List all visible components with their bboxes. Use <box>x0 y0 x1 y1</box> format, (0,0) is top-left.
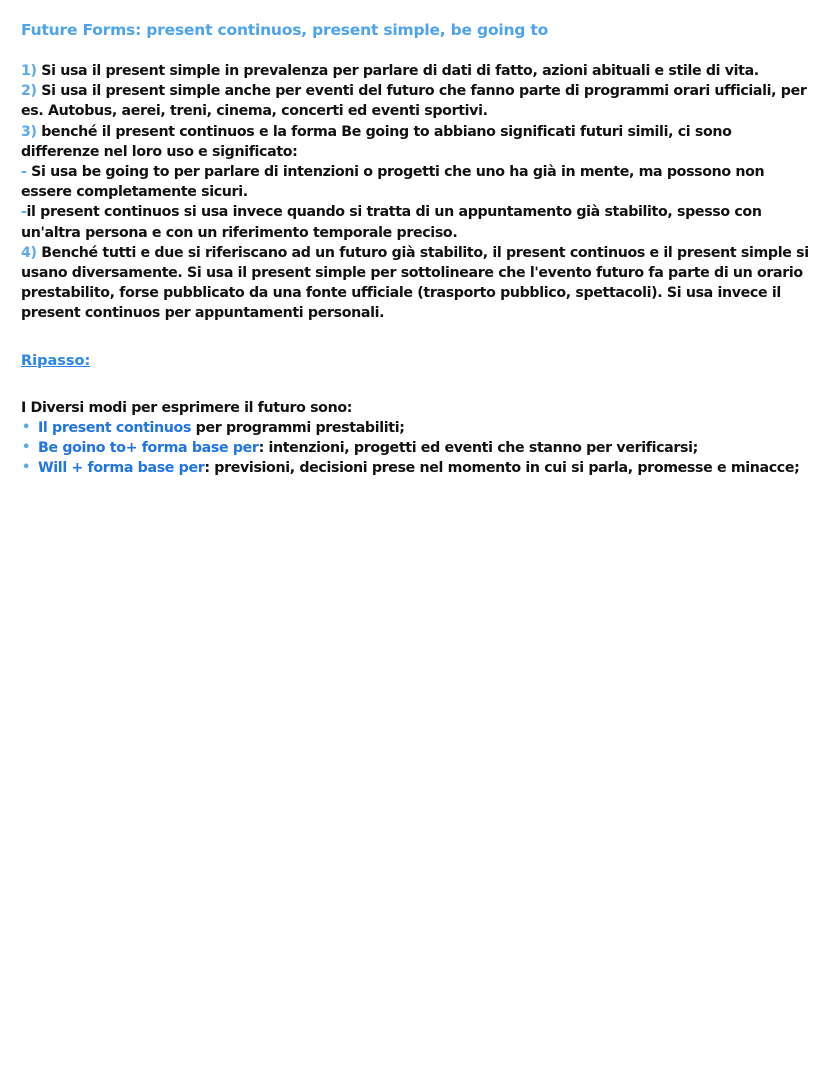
point-3 <box>21 122 811 162</box>
bullet-icon: • <box>22 419 30 435</box>
document-page <box>21 20 811 478</box>
spacer <box>21 371 811 398</box>
point-2 <box>21 81 811 121</box>
point-3-sub-present-continuos <box>21 202 811 242</box>
point-text: Benché tutti e due si riferiscano ad un futuro già stabilito, il present continuos e il present simple si usano diversamente. Si usa il present simple per sottolineare che l'evento futuro fa parte di un orario prestabilito, forse pubblicato da una fonte ufficiale (trasporto pubblico, spettacoli). Si usa invece il present continuos per appuntamenti personali. <box>21 244 809 322</box>
review-item-label: Will + forma base per <box>38 460 205 477</box>
point-3-sub-be-going-to <box>21 162 811 202</box>
review-item-text: per programmi prestabiliti; <box>191 419 405 436</box>
review-item-label: Be goino to+ forma base per <box>38 440 259 457</box>
point-text: il present continuos si usa invece quando si tratta di un appuntamento già stabilito, spesso con un'altra persona e con un riferimento temporale preciso. <box>21 204 762 241</box>
point-1 <box>21 61 811 81</box>
spacer <box>21 40 811 61</box>
point-number: 3) <box>21 123 37 140</box>
dash-marker: - <box>21 204 27 221</box>
point-number: 1) <box>21 63 37 79</box>
review-item-be-going-to <box>21 438 811 458</box>
point-text: Si usa be going to per parlare di intenzioni o progetti che uno ha già in mente, ma possono non essere completamente sicuri. <box>21 164 765 201</box>
review-intro: I Diversi modi per esprimere il futuro sono: <box>21 399 353 416</box>
dash-marker: - <box>21 164 27 181</box>
review-item-will <box>21 458 811 478</box>
explanation-section <box>21 61 811 324</box>
review-heading: Ripasso: <box>21 352 91 369</box>
point-number: 2) <box>21 83 37 100</box>
review-item-label: Il present continuos <box>38 419 192 436</box>
point-text: Si usa il present simple anche per eventi del futuro che fanno parte di programmi orari ufficiali, per es. Autobus, aerei, treni, cinema, concerti ed eventi sportivi. <box>21 83 807 120</box>
point-4 <box>21 243 811 324</box>
point-text: Si usa il present simple in prevalenza per parlare di dati di fatto, azioni abituali e stile di vita. <box>36 63 759 79</box>
review-list <box>21 418 811 479</box>
spacer <box>21 324 811 351</box>
point-text: benché il present continuos e la forma Be going to abbiano significati futuri simili, ci sono differenze nel loro uso e significato: <box>21 123 732 160</box>
review-item-text: : intenzioni, progetti ed eventi che stanno per verificarsi; <box>258 440 698 457</box>
review-item-present-continuos <box>21 418 811 438</box>
document-title: Future Forms: present continuos, present simple, be going to <box>21 21 549 39</box>
review-item-text: : previsioni, decisioni prese nel momento in cui si parla, promesse e minacce; <box>204 460 800 477</box>
point-number: 4) <box>21 244 37 261</box>
bullet-icon: • <box>22 460 30 476</box>
bullet-icon: • <box>22 440 30 456</box>
